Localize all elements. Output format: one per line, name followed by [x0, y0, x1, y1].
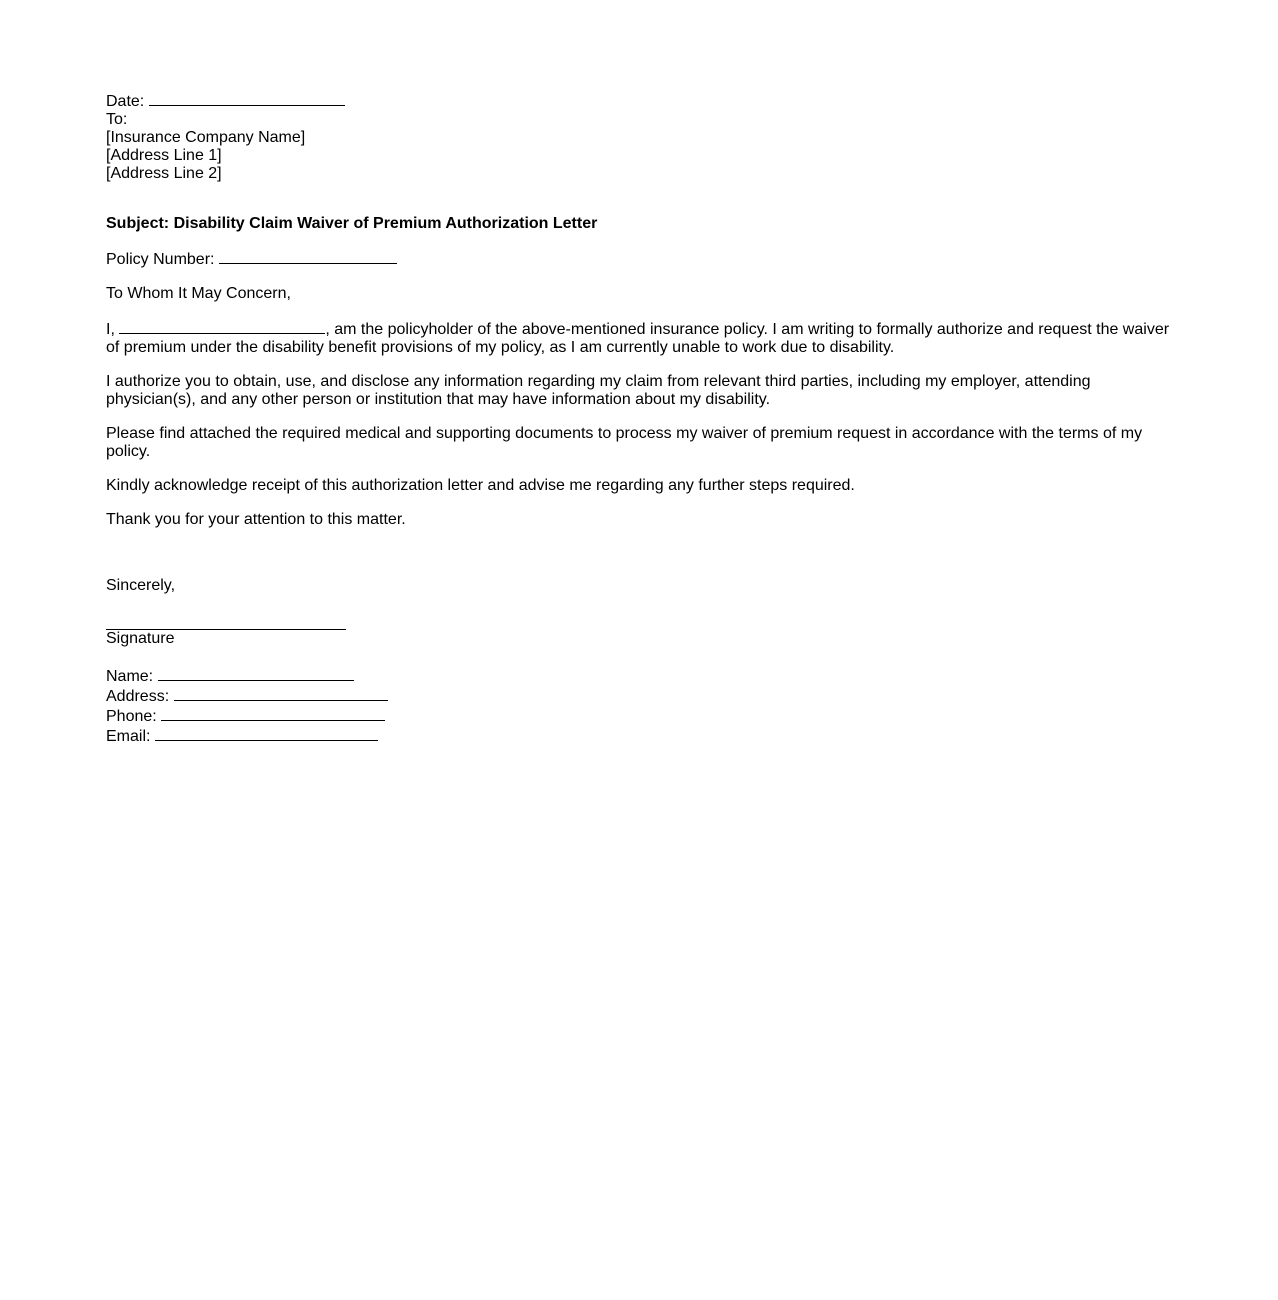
paragraph-documents: Please find attached the required medical and supporting documents to process my waiver of premium request in accordance with the terms of my policy.	[106, 425, 1143, 460]
address-label: Address:	[106, 688, 170, 705]
paragraph-acknowledge: Kindly acknowledge receipt of this authorization letter and advise me regarding any further steps required.	[106, 477, 855, 494]
name-label: Name:	[106, 668, 154, 685]
closing-text: Sincerely,	[106, 577, 176, 594]
subject-line: Subject: Disability Claim Waiver of Premium Authorization Letter	[106, 215, 598, 232]
address-line-1: [Address Line 1]	[106, 147, 222, 164]
contact-address-line	[106, 686, 1172, 706]
policy-label: Policy Number:	[106, 251, 215, 268]
date-label: Date:	[106, 93, 145, 110]
closing-block	[106, 577, 1172, 648]
salutation: To Whom It May Concern,	[106, 285, 291, 302]
paragraph-thanks: Thank you for your attention to this matter.	[106, 511, 406, 528]
paragraph-authorization	[106, 319, 1172, 357]
address-blank	[174, 686, 388, 701]
paragraph-disclosure: I authorize you to obtain, use, and disclose any information regarding my claim from relevant third parties, including my employer, attending physician(s), and any other person or institution that may have information about my disability.	[106, 373, 1091, 408]
address-line-2: [Address Line 2]	[106, 165, 222, 182]
date-blank	[149, 91, 345, 106]
paragraph-1-rest: , am the policyholder of the above-mentioned insurance policy. I am writing to formally authorize and request the waiver of premium under the disability benefit provisions of my policy, as I am currently unable to work due to disability.	[106, 321, 1170, 356]
company-name: [Insurance Company Name]	[106, 129, 306, 146]
paragraph-1-start: I,	[106, 321, 115, 338]
letter-header	[106, 91, 1172, 183]
name-blank-inline	[119, 319, 325, 334]
signature-label: Signature	[106, 630, 175, 647]
name-blank	[158, 666, 354, 681]
email-label: Email:	[106, 728, 151, 745]
signature-line	[106, 611, 346, 630]
contact-phone-line	[106, 706, 1172, 726]
phone-label: Phone:	[106, 708, 157, 725]
contact-block	[106, 666, 1172, 746]
contact-email-line	[106, 726, 1172, 746]
to-label: To:	[106, 111, 128, 128]
contact-name-line	[106, 666, 1172, 686]
phone-blank	[161, 706, 385, 721]
policy-blank	[219, 249, 397, 264]
policy-number-line	[106, 249, 1172, 269]
date-line	[106, 91, 1172, 111]
letter-document	[106, 91, 1172, 746]
email-blank	[155, 726, 378, 741]
